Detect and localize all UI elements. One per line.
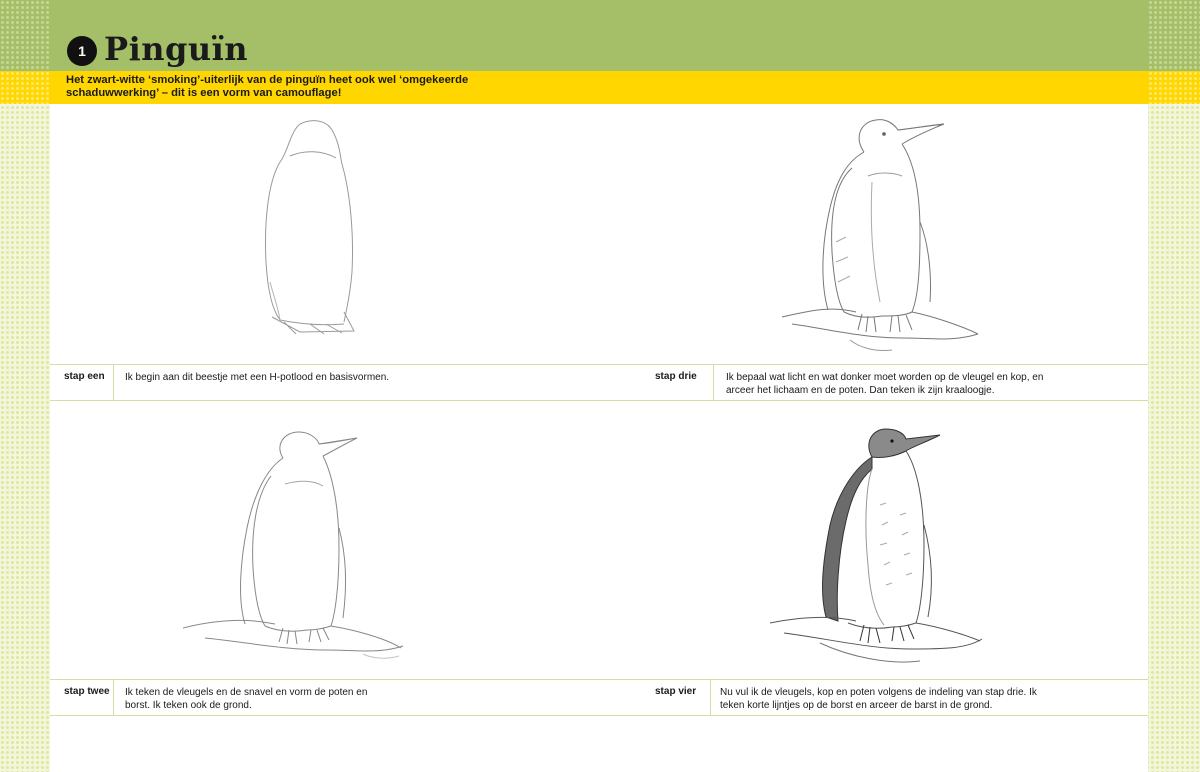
caption-divider: [713, 365, 714, 401]
dot-pattern-left: [0, 71, 50, 104]
penguin-sketch-step-two: [175, 428, 415, 673]
penguin-sketch-step-one: [250, 112, 380, 342]
caption-row-top: [50, 364, 1148, 401]
step-text: Ik begin aan dit beestje met een H-potlood en basisvormen.: [125, 372, 390, 383]
step-label: stap drie: [655, 371, 697, 382]
step-text: Nu vul ik de vleugels, kop en poten volgens de indeling van stap drie. Ik teken korte lijntjes op de borst en arceer de barst in de grond.: [720, 687, 1037, 711]
step-text: Ik bepaal wat licht en wat donker moet worden op de vleugel en kop, en arceer het lichaam en de poten. Dan teken ik zijn kraaloogje.: [726, 372, 1044, 396]
dot-pattern-right: [1148, 71, 1200, 104]
caption-divider: [113, 365, 114, 401]
penguin-sketch-step-three: [752, 112, 992, 357]
penguin-sketch-step-four: [760, 425, 1000, 670]
caption-row-bottom: [50, 679, 1148, 716]
dot-pattern-left: [0, 0, 50, 71]
step-text: Ik teken de vleugels en de snavel en vorm de poten en borst. Ik teken ook de grond.: [125, 687, 368, 711]
step-number-badge: 1: [67, 36, 97, 66]
step-label: stap een: [64, 371, 105, 382]
intro-text: Het zwart-witte ‘smoking’-uiterlijk van de pinguïn heet ook wel ‘omgekeerde schaduwwerking’ – dit is een vorm van camouflage!: [66, 74, 469, 99]
page-title: Pinguïn: [104, 30, 249, 68]
caption-divider: [710, 680, 711, 716]
step-label: stap vier: [655, 686, 697, 697]
step-label: stap twee: [64, 686, 110, 697]
caption-divider: [113, 680, 114, 716]
dot-pattern-right: [1148, 0, 1200, 71]
